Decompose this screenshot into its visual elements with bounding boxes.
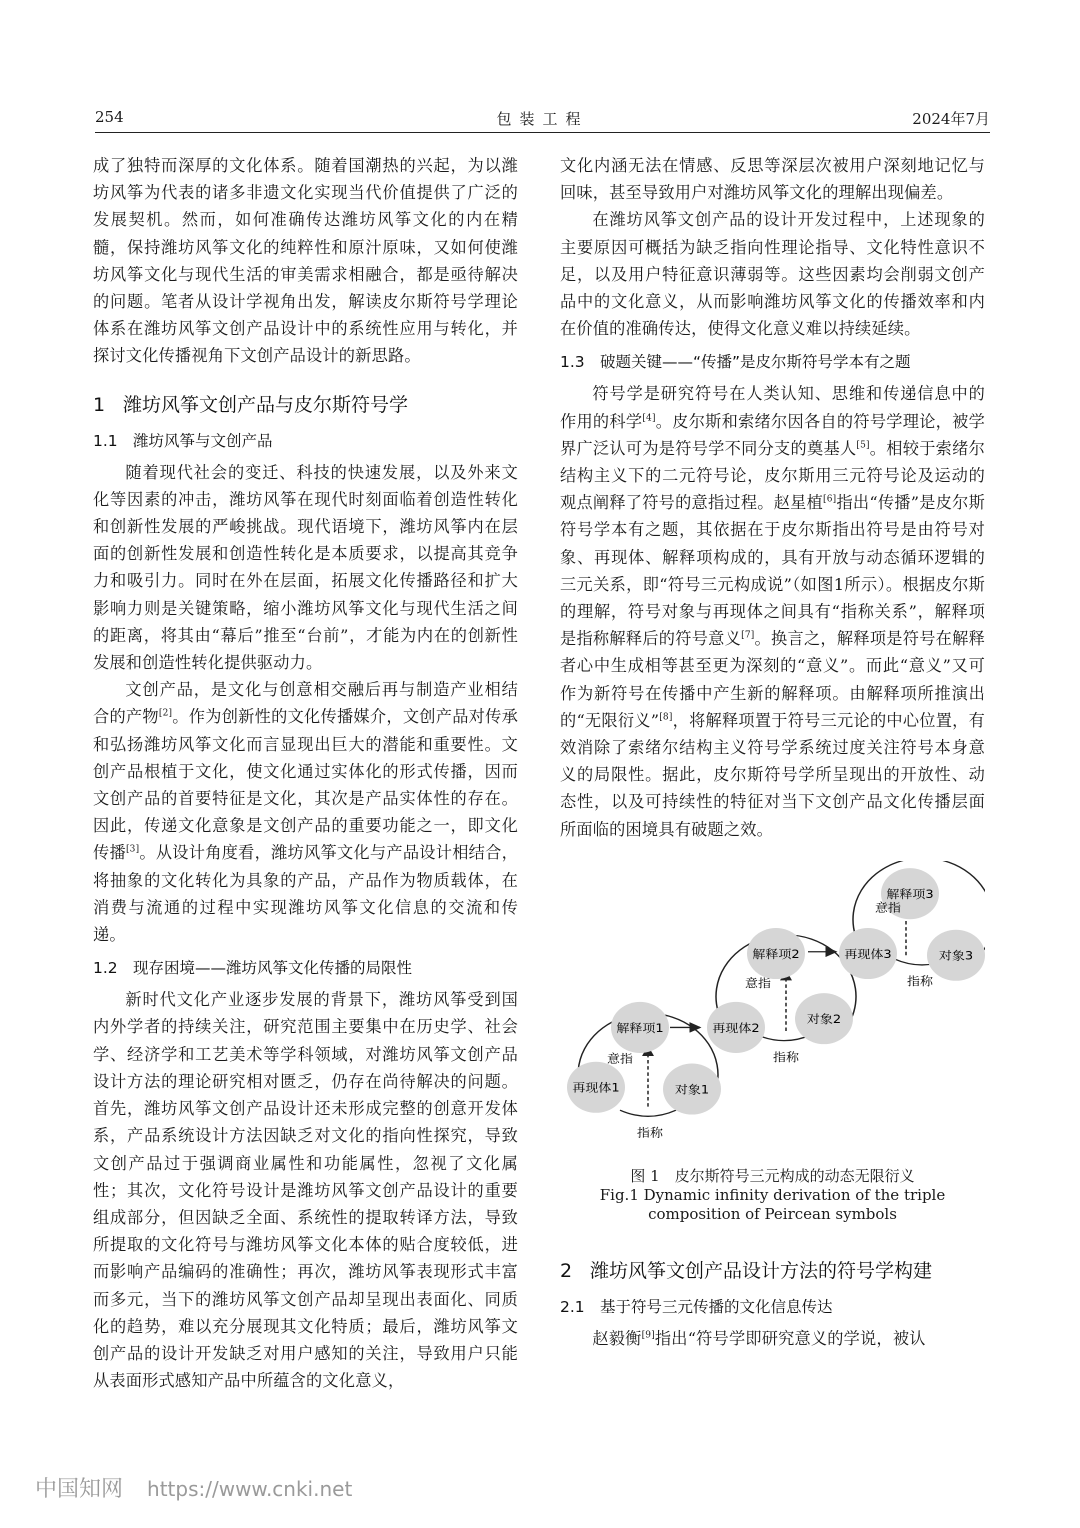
watermark-footer [35,1472,352,1503]
svg-text:对象3: 对象3 [938,949,974,963]
triad-1-refer-arc [620,1110,676,1116]
citation-ref[interactable]: [3] [125,845,140,856]
subsection-heading-1-2 [93,956,518,978]
text-run: 赵毅衡 [592,1328,642,1348]
subsection-title: 基于符号三元传播的文化信息传达 [600,1297,833,1316]
citation-ref[interactable]: [7] [741,630,755,641]
paragraph: 文化内涵无法在情感、反思等深层次被用户深刻地记忆与回味，甚至导致用户对潍坊风筝文化的理解出现偏差。 [560,156,985,203]
text-run: 指出“传播”是皮尔斯符号学本有之题，其依据在于皮尔斯指出符号是由符号对象、再现体、解释项构成的，具有开放与动态循环逻辑的三元关系，即“符号三元构成说”（如图1所示）。根据皮尔斯的理解，符号对象与再现体之间具有“指称关系”，解释项是指称解释后的符号意义 [560,493,985,649]
section-heading-1 [93,390,518,417]
paragraph [560,380,985,842]
section-number: 2 [560,1259,573,1282]
subsection-title: 破题关键——“传播”是皮尔斯符号学本有之题 [600,353,911,372]
signify-label-3: 意指 [875,900,901,914]
subsection-title: 现存困境——潍坊风筝文化传播的局限性 [133,959,413,978]
signify-label-1: 意指 [607,1052,633,1066]
node-obj3 [927,930,985,981]
refer-label-3: 指称 [907,974,933,988]
text-run: ，将解释项置于符号三元论的中心位置，有效消除了索绪尔结构主义符号学系统过度关注符号本身意义的局限性。据此，皮尔斯符号学所呈现出的开放性、动态性，以及可持续性的特征对当下文创产品文化传播层面所面临的困境具有破题之效。 [560,710,985,839]
citation-ref[interactable]: [9] [641,1330,655,1341]
subsection-heading-2-1 [560,1295,985,1317]
subsection-heading-1-3 [560,350,985,372]
node-interp1 [611,1002,669,1053]
citation-ref[interactable]: [4] [642,413,656,424]
citation-ref[interactable]: [8] [659,712,673,723]
svg-text:再现体2: 再现体2 [712,1021,760,1035]
section-heading-2 [560,1256,985,1283]
text-run: 符号学是研究符号在人类认知、思维和传递信息中的作用的科学 [560,384,985,431]
svg-text:解释项1: 解释项1 [616,1021,664,1035]
subsection-number: 1.3 [560,353,585,372]
text-run: 。换言之，解释项是符号在解释者心中生成相等甚至更为深刻的“意义”。而此“意义”又可作为新符号在传播中产生新的解释项。由解释项所推演出的“无限衍义” [560,629,985,730]
caption-en-line2: composition of Peircean symbols [648,1204,897,1223]
node-rep2 [707,1002,765,1053]
paragraph: 随着现代社会的变迁、科技的快速发展，以及外来文化等因素的冲击，潍坊风筝在现代时刻面临着创造性转化和创新性发展的严峻挑战。现代语境下，潍坊风筝内在层面的创新性发展和创造性转化是本质要求，以提高其竞争力和吸引力。同时在外在层面，拓展文化传播路径和扩大影响力则是关键策略，缩小潍坊风筝文化与现代生活之间的距离，将其由“幕后”推至“台前”，才能为内在的创新性发展和创造性转化提供驱动力。 [93,462,518,673]
subsection-number: 1.1 [93,431,118,450]
text-run: 。从设计角度看，潍坊风筝文化与产品设计相结合，将抽象的文化转化为具象的产品，产品作为物质载体，在消费与流通的过程中实现潍坊风筝文化信息的交流和传递。 [93,843,518,945]
node-interp2 [747,928,805,979]
paragraph [93,676,518,948]
svg-text:对象2: 对象2 [806,1012,842,1026]
paragraph [560,1325,985,1352]
figure-1-diagram [560,861,985,1161]
refer-label-2: 指称 [773,1050,799,1064]
paragraph: 成了独特而深厚的文化体系。随着国潮热的兴起，为以潍坊风筝为代表的诸多非遗文化实现当代价值提供了广泛的发展契机。然而，如何准确传达潍坊风筝文化的内在精髓，保持潍坊风筝文化的纯粹性和原汁原味，又如何使潍坊风筝文化与现代生活的审美需求相融合，都是亟待解决的问题。笔者从设计学视角出发，解读皮尔斯符号学理论体系在潍坊风筝文创产品设计中的系统性应用与转化，并探讨文化传播视角下文创产品设计的新思路。 [93,156,518,366]
svg-text:对象1: 对象1 [674,1083,710,1097]
citation-ref[interactable]: [6] [823,494,837,505]
paragraph: 新时代文化产业逐步发展的背景下，潍坊风筝受到国内外学者的持续关注，研究范围主要集中在历史学、社会学、经济学和工艺美术等学科领域，对潍坊风筝文创产品设计方法的理论研究相对匮乏，仍存在尚待解决的问题。首先，潍坊风筝文创产品设计还未形成完整的创意开发体系，产品系统设计方法因缺乏对文化的指向性探究，导致文创产品过于强调商业属性和功能属性，忽视了文化属性；其次，文化符号设计是潍坊风筝文创产品设计的重要组成部分，但因缺乏全面、系统性的提取转译方法，导致所提取的文化符号与潍坊风筝文化本体的贴合度较低，进而影响产品编码的准确性；再次，潍坊风筝表现形式丰富而多元，当下的潍坊风筝文创产品却呈现出表面化、同质化的趋势，难以充分展现其文化特质；最后，潍坊风筝文创产品的设计开发缺乏对用户感知的关注，导致用户只能从表面形式感知产品中所蕴含的文化意义， [93,990,518,1391]
signify-label-2: 意指 [745,976,771,990]
subsection-number: 2.1 [560,1297,585,1316]
right-column [560,152,985,1352]
text-run: 指出“符号学即研究意义的学说，被认 [654,1328,926,1348]
node-obj2 [795,993,853,1044]
page-header [95,104,990,133]
cnki-url[interactable]: https://www.cnki.net [147,1477,353,1501]
refer-label-1: 指称 [637,1126,663,1140]
paragraph: 在潍坊风筝文创产品的设计开发过程中，上述现象的主要原因可概括为缺乏指向性理论指导、文化特性意识不足，以及用户特征意识薄弱等。这些因素均会削弱文创产品中的文化意义，从而影响潍坊风筝文化的传播效率和内在价值的准确传达，使得文化意义难以持续延续。 [560,210,985,339]
left-column [93,152,518,1394]
svg-text:解释项2: 解释项2 [752,947,800,961]
node-obj1 [663,1063,721,1114]
subsection-number: 1.2 [93,959,118,978]
cnki-brand: 中国知网 [35,1477,124,1502]
node-interp3-label: 解释项3 [886,887,934,901]
caption-cn: 图 1 皮尔斯符号三元构成的动态无限衍义 [630,1166,915,1185]
page-number: 254 [95,108,124,126]
section-number: 1 [93,393,106,416]
triad-diagram [560,861,985,1161]
section-title: 潍坊风筝文创产品与皮尔斯符号学 [123,393,409,416]
svg-text:再现体3: 再现体3 [844,947,892,961]
subsection-heading-1-1 [93,429,518,451]
citation-ref[interactable]: [2] [158,709,173,720]
caption-en-line1: Fig.1 Dynamic infinity derivation of the triple [599,1185,946,1204]
text-run: 。皮尔斯和索绪尔因各自的符号学理论，被学界广泛认可为是符号学不同分支的奠基人 [560,411,985,458]
text-run: 文创产品，是文化与创意相交融后再与制造产业相结合的产物 [93,680,518,727]
journal-title: 包装工程 [496,110,589,128]
text-run: 。作为创新性的文化传播媒介，文创产品对传承和弘扬潍坊风筝文化而言显现出巨大的潜能和重要性。文创产品根植于文化，使文化通过实体化的形式传播，因而文创产品的首要特征是文化，其次是产品实体性的存在。因此，传递文化意象是文创产品的重要功能之一，即文化传播 [93,707,518,863]
figure-caption [560,1167,985,1224]
node-rep3 [839,928,897,979]
text-run: 。相较于索绪尔结构主义下的二元符号论，皮尔斯用三元符号论及运动的观点阐释了符号的意指过程。赵星植 [560,438,985,513]
section-title: 潍坊风筝文创产品设计方法的符号学构建 [590,1259,933,1282]
svg-text:再现体1: 再现体1 [572,1081,620,1095]
subsection-title: 潍坊风筝与文创产品 [133,431,273,450]
citation-ref[interactable]: [5] [856,440,870,451]
issue-date: 2024年7月 [912,110,990,128]
node-rep1 [567,1062,625,1113]
